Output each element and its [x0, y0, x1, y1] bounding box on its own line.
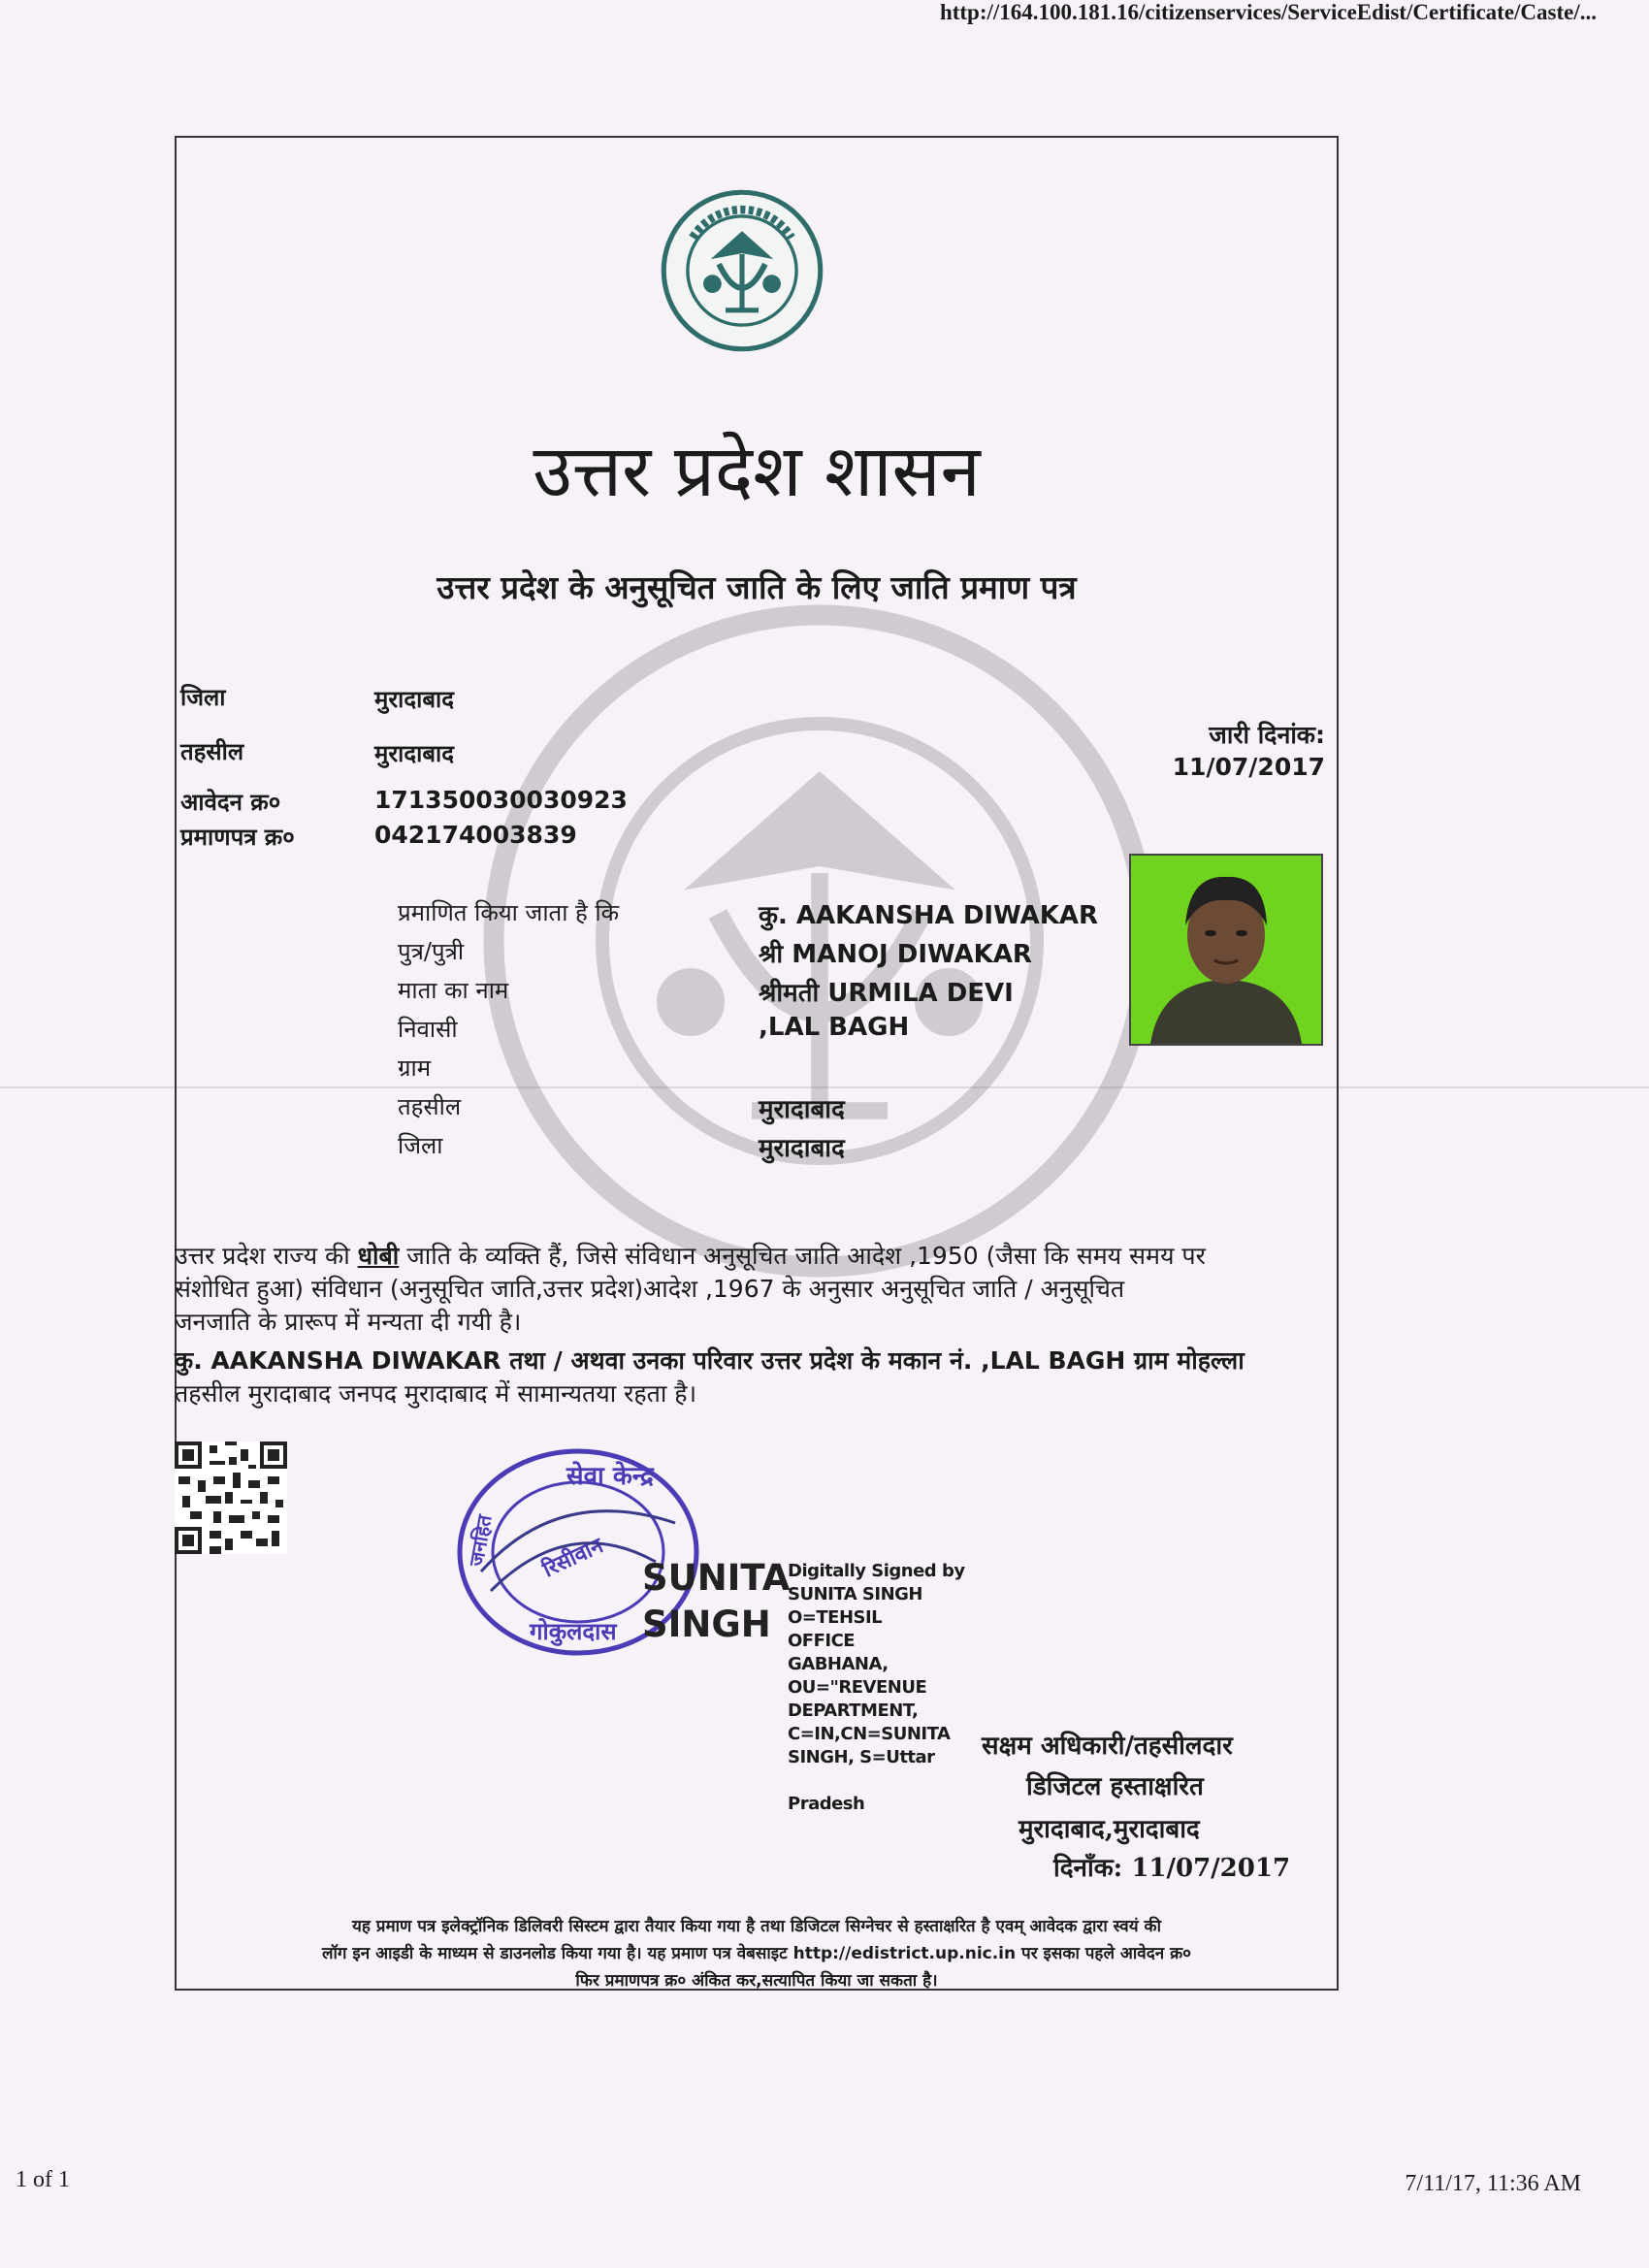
- page-count: 1 of 1: [16, 2167, 70, 2192]
- footer-line-2: लॉग इन आइडी के माध्यम से डाउनलोड किया गया है। यह प्रमाण पत्र वेबसाइट http://edistrict.up.nic.in पर इसका पहले आवेदन क्र०: [321, 1944, 1192, 1963]
- district-value: मुरादाबाद: [374, 685, 455, 713]
- body-line-3: जनजाति के प्रारूप में मन्यता दी गयी है।: [175, 1308, 522, 1336]
- body-line-2: संशोधित हुआ) संविधान (अनुसूचित जाति,उत्तर प्रदेश)आदेश ,1967 के अनुसार अनुसूचित जाति / अनुसूचित: [175, 1275, 1125, 1303]
- details-label-tehsil: तहसील: [398, 1093, 462, 1120]
- district-label: जिला: [180, 683, 226, 711]
- details-value-name: कु. AAKANSHA DIWAKAR: [759, 901, 1099, 930]
- digital-signature-details: [788, 1560, 965, 1816]
- digitally-signed-label: डिजिटल हस्ताक्षरित: [1026, 1772, 1204, 1801]
- certificate-subtitle: उत्तर प्रदेश के अनुसूचित जाति के लिए जाति प्रमाण पत्र: [436, 568, 1077, 606]
- digital-signature-line: SUNITA SINGH: [788, 1584, 922, 1604]
- page-title: उत्तर प्रदेश शासन: [533, 430, 981, 513]
- authority-place: मुरादाबाद,मुरादाबाद: [1018, 1815, 1200, 1844]
- stamp-center-text: रिसीवान: [538, 1534, 607, 1583]
- details-value-mother: श्रीमती URMILA DEVI: [759, 979, 1014, 1008]
- application-number-value: 171350030030923: [374, 786, 628, 814]
- stamp-left-text: जनहित: [464, 1512, 497, 1569]
- caste-name: धोबी: [357, 1242, 400, 1270]
- footer-line-1: यह प्रमाण पत्र इलेक्ट्रॉनिक डिलिवरी सिस्टम द्वारा तैयार किया गया है तथा डिजिटल सिग्नेचर से हस्ताक्षरित है एवम् आवेदक द्वारा स्वयं की: [351, 1917, 1161, 1936]
- body-line-5: तहसील मुरादाबाद जनपद मुरादाबाद में सामान्यतया रहता है।: [175, 1379, 697, 1408]
- digital-signature-line: C=IN,CN=SUNITA: [788, 1724, 951, 1744]
- details-label-child-of: पुत्र/पुत्री: [398, 938, 465, 965]
- details-label-village: ग्राम: [398, 1054, 432, 1082]
- print-url: http://164.100.181.16/citizenservices/ServiceEdist/Certificate/Caste/...: [939, 0, 1597, 24]
- up-government-emblem-icon: [660, 188, 824, 353]
- person-photo-icon: [1131, 856, 1321, 1044]
- details-value-resident: ,LAL BAGH: [759, 1013, 910, 1042]
- body-line-1: [175, 1240, 1323, 1272]
- details-value-district: मुरादाबाद: [759, 1134, 845, 1163]
- signer-name-line-1: SUNITA: [642, 1557, 791, 1599]
- certificate-number-label: प्रमाणपत्र क्र०: [180, 823, 295, 851]
- qr-code-icon: [175, 1442, 287, 1554]
- digital-signature-line: OU="REVENUE: [788, 1677, 927, 1698]
- footer-line-3: फिर प्रमाणपत्र क्र० अंकित कर,सत्यापित किया जा सकता है।: [575, 1971, 938, 1991]
- body-line-4: कु. AAKANSHA DIWAKAR तथा / अथवा उनका परिवार उत्तर प्रदेश के मकान नं. ,LAL BAGH ग्राम मोहल्ला: [175, 1346, 1245, 1375]
- authority-date: दिनाँक: 11/07/2017: [1053, 1854, 1291, 1883]
- applicant-photo: [1129, 854, 1323, 1046]
- issue-date-label: जारी दिनांक:: [1209, 721, 1325, 749]
- tehsil-label: तहसील: [180, 737, 244, 765]
- details-label-certified: प्रमाणित किया जाता है कि: [398, 899, 620, 926]
- details-label-resident: निवासी: [398, 1016, 458, 1043]
- issue-date-value: 11/07/2017: [1172, 753, 1325, 781]
- digital-signature-line: Pradesh: [788, 1794, 865, 1814]
- signer-name-line-2: SINGH: [642, 1604, 771, 1645]
- application-number-label: आवेदन क्र०: [180, 788, 281, 816]
- tehsil-value: मुरादाबाद: [374, 739, 455, 767]
- stamp-bottom-text: गोकुलदास: [530, 1618, 617, 1645]
- digital-signature-line: OFFICE: [788, 1631, 856, 1651]
- details-label-district: जिला: [398, 1132, 443, 1159]
- details-label-mother: माता का नाम: [398, 977, 509, 1004]
- digital-signature-line: GABHANA,: [788, 1654, 889, 1674]
- print-datetime: 7/11/17, 11:36 AM: [1405, 2171, 1581, 2196]
- details-value-tehsil: मुरादाबाद: [759, 1095, 845, 1124]
- digital-signature-line: [788, 1769, 965, 1793]
- digital-signature-line: O=TEHSIL: [788, 1607, 883, 1628]
- stamp-top-text: सेवा केन्द्र: [566, 1462, 654, 1491]
- body-text: जाति के व्यक्ति हैं, जिसे संविधान अनुसूचित जाति आदेश ,1950 (जैसा कि समय समय पर: [399, 1242, 1206, 1270]
- certificate-number-value: 042174003839: [374, 821, 577, 849]
- competent-authority: सक्षम अधिकारी/तहसीलदार: [982, 1732, 1233, 1761]
- details-value-father: श्री MANOJ DIWAKAR: [759, 940, 1032, 969]
- digital-signature-line: DEPARTMENT,: [788, 1701, 919, 1721]
- body-text: उत्तर प्रदेश राज्य की: [175, 1242, 358, 1270]
- digital-signature-line: SINGH, S=Uttar: [788, 1747, 935, 1767]
- digital-signature-line: Digitally Signed by: [788, 1561, 965, 1581]
